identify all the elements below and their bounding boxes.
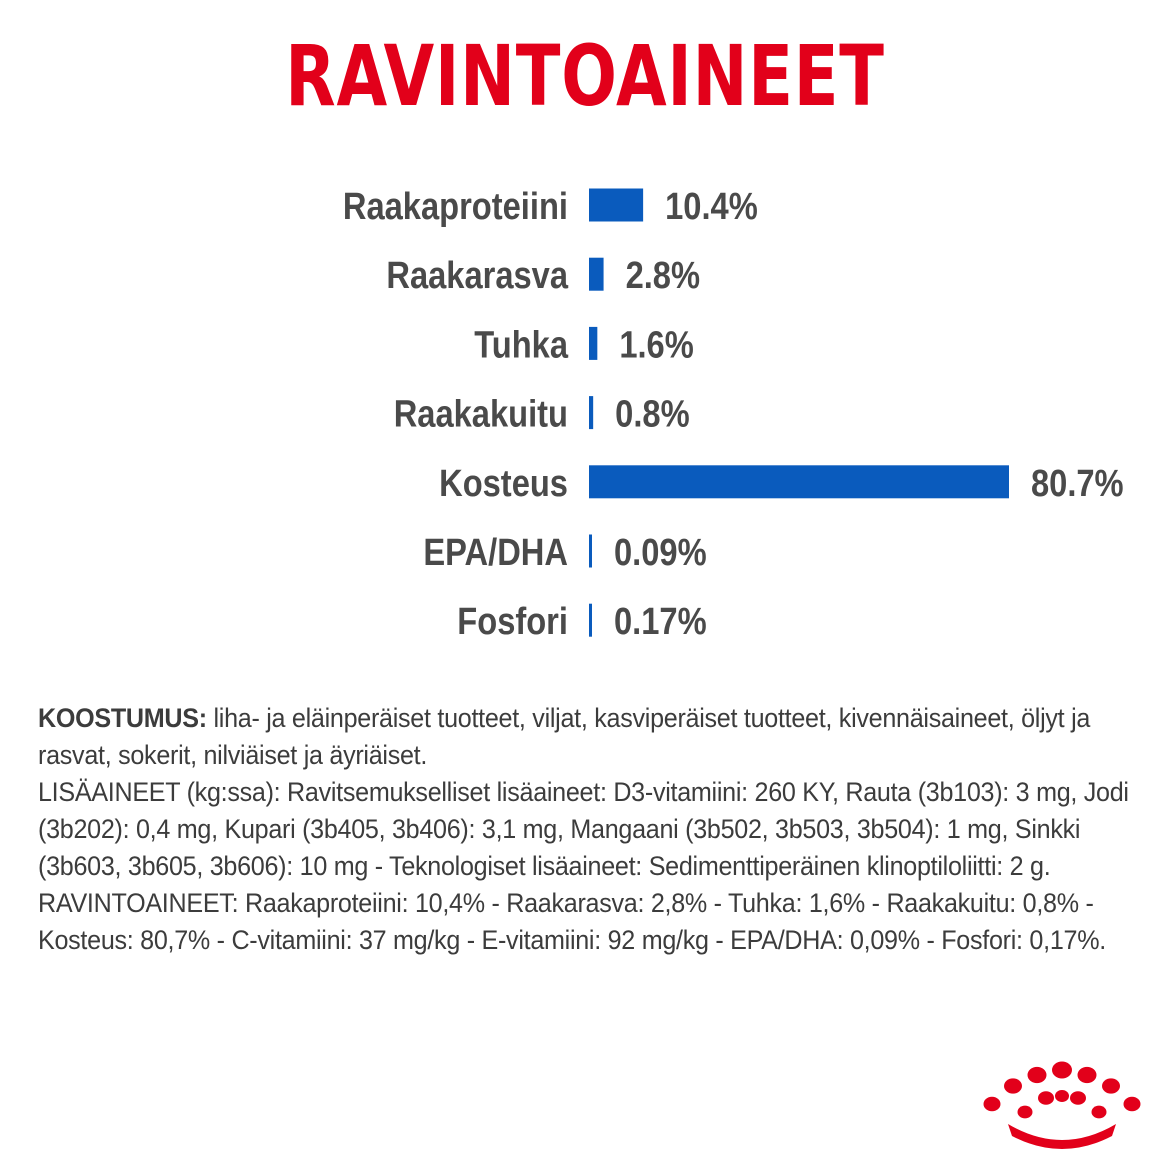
bar — [589, 465, 1009, 498]
composition-paragraph — [38, 700, 1143, 774]
bar — [589, 258, 604, 291]
category-label: Raakakuitu — [393, 392, 568, 436]
value-label: 0.8% — [615, 392, 690, 436]
category-label: Fosfori — [457, 599, 568, 643]
value-label: 10.4% — [665, 184, 758, 228]
bar — [589, 604, 592, 637]
value-label: 0.09% — [613, 530, 707, 574]
bar — [589, 396, 593, 429]
nutrient-bar-chart — [0, 165, 1170, 655]
page-title: RAVINTOAINEET — [285, 27, 885, 125]
category-label: Tuhka — [474, 323, 568, 366]
bar — [589, 327, 597, 360]
composition-block — [38, 700, 1143, 959]
nutrients-text: RAVINTOAINEET: Raakaproteiini: 10,4% - Raakarasva: 2,8% - Tuhka: 1,6% - Raakakuitu: 0,8% - Kosteus: 80,7% - C-vitamiini: 37 mg/kg - E-vitamiini: 92 mg/kg - EPA/DHA: 0,09% - Fosfori: 0,17%. — [38, 888, 1106, 955]
category-label: Kosteus — [439, 461, 568, 505]
composition-label: KOOSTUMUS: — [38, 703, 207, 733]
value-label: 80.7% — [1031, 461, 1124, 505]
value-label: 1.6% — [619, 323, 694, 366]
value-label: 2.8% — [625, 253, 701, 297]
royal-canin-crown-logo-icon — [980, 1058, 1145, 1158]
value-label: 0.17% — [613, 599, 707, 643]
bar — [589, 535, 592, 568]
additives-text: LISÄAINEET (kg:ssa): Ravitsemukselliset lisäaineet: D3-vitamiini: 260 KY, Rauta (3b103): 3 mg, Jodi (3b202): 0,4 mg, Kupari (3b405, 3b406): 3,1 mg, Mangaani (3b502, 3b503, 3b504): 1 mg, Sinkki (3b603, 3b605, 3b606): 10 mg - Teknologiset lisäaineet: Sedimenttiperäinen klinoptiloliitti: 2 g. — [38, 777, 1129, 881]
category-label: Raakarasva — [386, 253, 568, 297]
bar — [589, 189, 643, 222]
category-label: Raakaproteiini — [342, 184, 568, 228]
category-label: EPA/DHA — [423, 530, 568, 574]
composition-text: liha- ja eläinperäiset tuotteet, viljat, kasviperäiset tuotteet, kivennäisaineet, öljyt ja rasvat, sokerit, nilviäiset ja äyriäiset. — [38, 703, 1091, 770]
